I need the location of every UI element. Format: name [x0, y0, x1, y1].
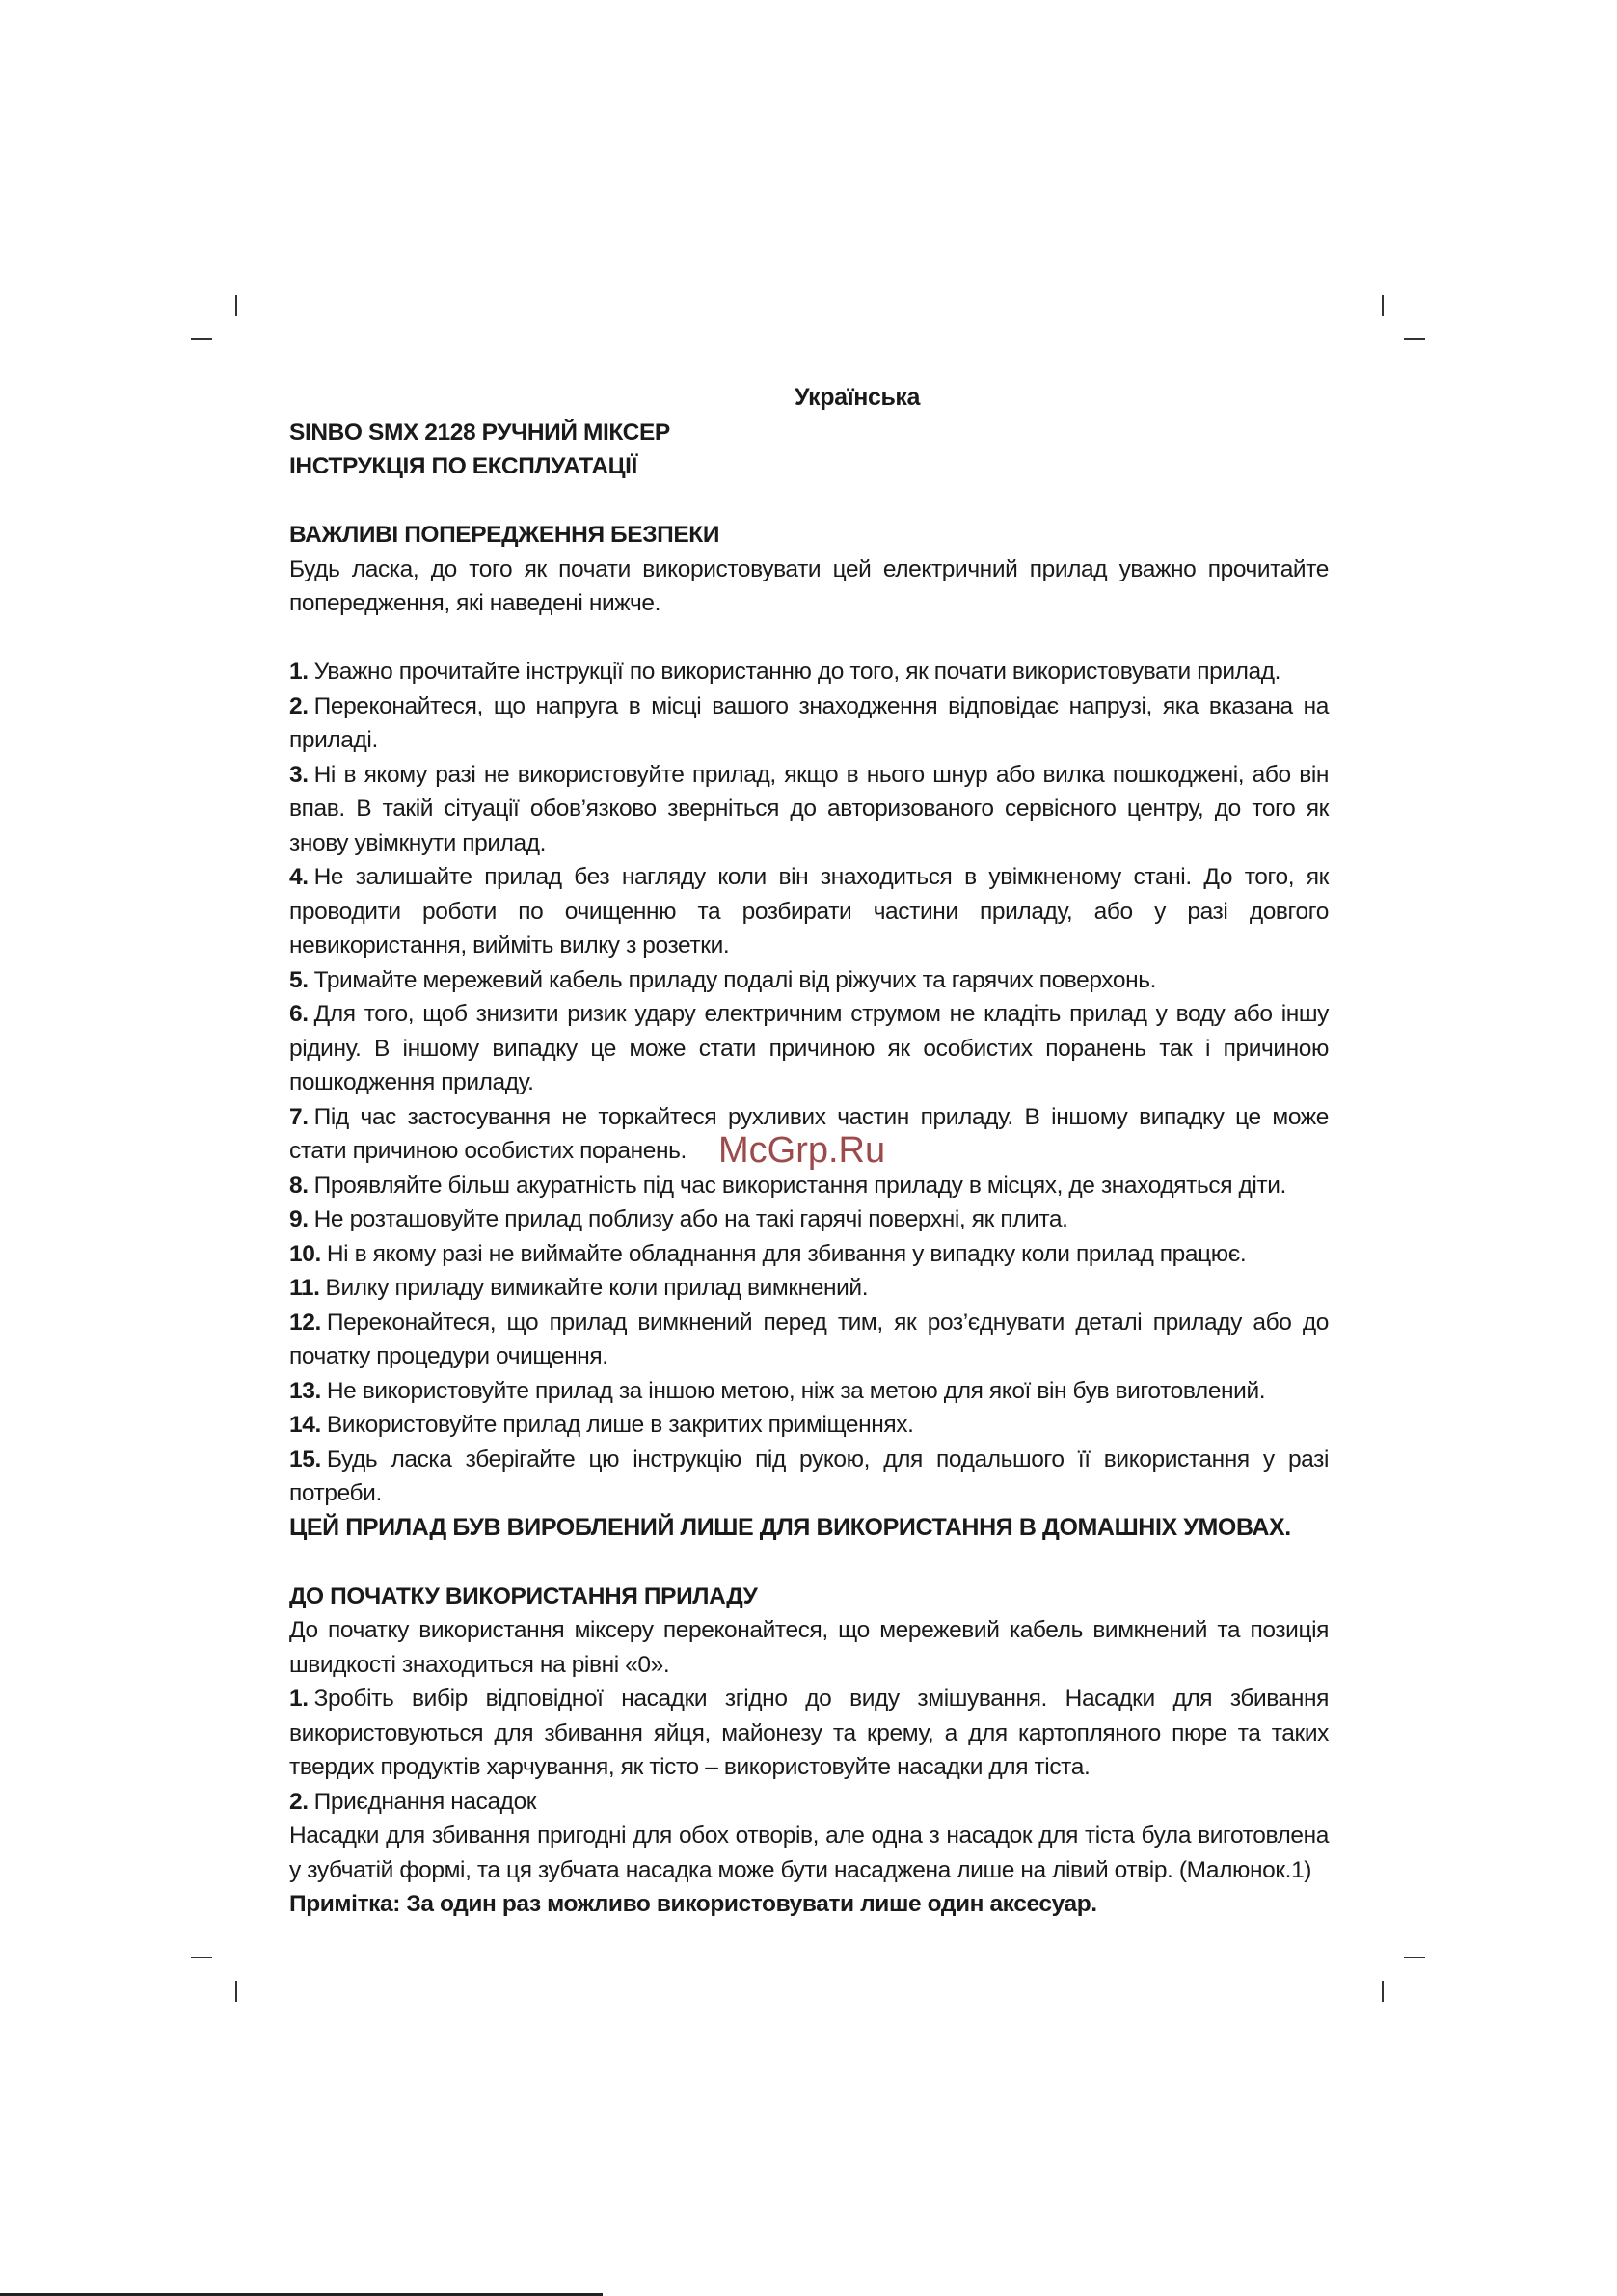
safety-item: 10. Ні в якому разі не виймайте обладнання для збивання у випадку коли прилад працює. [289, 1240, 1247, 1267]
before-use-intro: До початку використання міксеру переконайтеся, що мережевий кабель вимкнений та позиція швидкості знаходиться на рівні «0». [289, 1617, 1329, 1678]
safety-item: 4. Не залишайте прилад без нагляду коли він знаходиться в увімкненому стані. До того, як проводити роботи по очищенню та розбирати частини приладу, або у разі довгого невикористання, вийміть вилку з розетки. [289, 864, 1329, 959]
safety-item: 7. Під час застосування не торкайтеся рухливих частин приладу. В іншому випадку це може стати причиною особистих поранень. [289, 1103, 1329, 1164]
attachment-description: Насадки для збивання пригодні для обох отворів, але одна з насадок для тіста була виготовлена у зубчатій формі, та ця зубчата насадка може бути насаджена лише на лівий отвір. (Малюнок.1) [289, 1823, 1329, 1883]
safety-item: 3. Ні в якому разі не використовуйте прилад, якщо в нього шнур або вилка пошкоджені, або він впав. В такій сітуації обов’язково зверніться до авторизованого сервісного центру, до того як знову увімкнути прилад. [289, 761, 1329, 856]
crop-mark-top-left-horizontal [191, 338, 212, 340]
household-use-note: ЦЕЙ ПРИЛАД БУВ ВИРОБЛЕНИЙ ЛИШЕ ДЛЯ ВИКОРИСТАННЯ В ДОМАШНІХ УМОВАХ. [289, 1513, 1291, 1541]
safety-item: 5. Тримайте мережевий кабель приладу подалі від ріжучих та гарячих поверхонь. [289, 966, 1157, 993]
document-title: SINBO SMX 2128 РУЧНИЙ МІКСЕР [289, 419, 670, 446]
watermark: McGrp.Ru [718, 1130, 886, 1171]
safety-item: 2. Переконайтеся, що напруга в місці вашого знаходження відповідає напрузі, яка вказана на приладі. [289, 692, 1329, 753]
crop-mark-bottom-left-horizontal [191, 1957, 212, 1958]
crop-mark-bottom-right-vertical [1382, 1981, 1384, 2002]
safety-list [289, 655, 1329, 1511]
crop-mark-top-right-horizontal [1404, 338, 1425, 340]
safety-item: 14. Використовуйте прилад лише в закритих приміщеннях. [289, 1412, 914, 1438]
document-subtitle: ІНСТРУКЦІЯ ПО ЕКСПЛУАТАЦІЇ [289, 453, 637, 479]
accessory-note: Примітка: За один раз можливо використовувати лише один аксесуар. [289, 1891, 1097, 1917]
crop-mark-bottom-right-horizontal [1404, 1957, 1425, 1958]
safety-item: 11. Вилку приладу вимикайте коли прилад вимкнений. [289, 1275, 869, 1301]
safety-item: 9. Не розташовуйте прилад поблизу або на такі гарячі поверхні, як плита. [289, 1206, 1068, 1232]
crop-mark-top-left-vertical [235, 295, 237, 316]
before-use-item-1: 1. Зробіть вибір відповідної насадки згідно до виду змішування. Насадки для збивання використовуються для збивання яйця, майонезу та крему, а для картопляного пюре та таких твердих продуктів харчування, як тісто – використовуйте насадки для тіста. [289, 1686, 1329, 1780]
safety-intro: Будь ласка, до того як почати використовувати цей електричний прилад уважно прочитайте попередження, які наведені нижче. [289, 555, 1329, 616]
safety-item: 13. Не використовуйте прилад за іншою метою, ніж за метою для якої він був виготовлений. [289, 1377, 1266, 1404]
safety-item: 15. Будь ласка зберігайте цю інструкцію під рукою, для подальшого її використання у разі потреби. [289, 1445, 1329, 1506]
crop-mark-top-right-vertical [1382, 295, 1384, 316]
safety-heading: ВАЖЛИВІ ПОПЕРЕДЖЕННЯ БЕЗПЕКИ [289, 522, 720, 548]
before-use-item-2: 2. Приєднання насадок [289, 1788, 537, 1815]
language-heading: Українська [794, 384, 921, 411]
safety-item: 6. Для того, щоб знизити ризик удару електричним струмом не кладіть прилад у воду або іншу рідину. В іншому випадку це може стати причиною як особистих поранень так і причиною пошкодження приладу. [289, 1001, 1329, 1095]
safety-item: 1. Уважно прочитайте інструкції по використанню до того, як почати використовувати прилад. [289, 659, 1281, 685]
safety-item: 8. Проявляйте більш акуратність під час використання приладу в місцях, де знаходяться діти. [289, 1172, 1286, 1199]
before-use-heading: ДО ПОЧАТКУ ВИКОРИСТАННЯ ПРИЛАДУ [289, 1582, 758, 1609]
safety-item: 12. Переконайтеся, що прилад вимкнений перед тим, як роз’єднувати деталі приладу або до початку процедури очищення. [289, 1309, 1329, 1369]
crop-mark-bottom-left-vertical [235, 1981, 237, 2002]
